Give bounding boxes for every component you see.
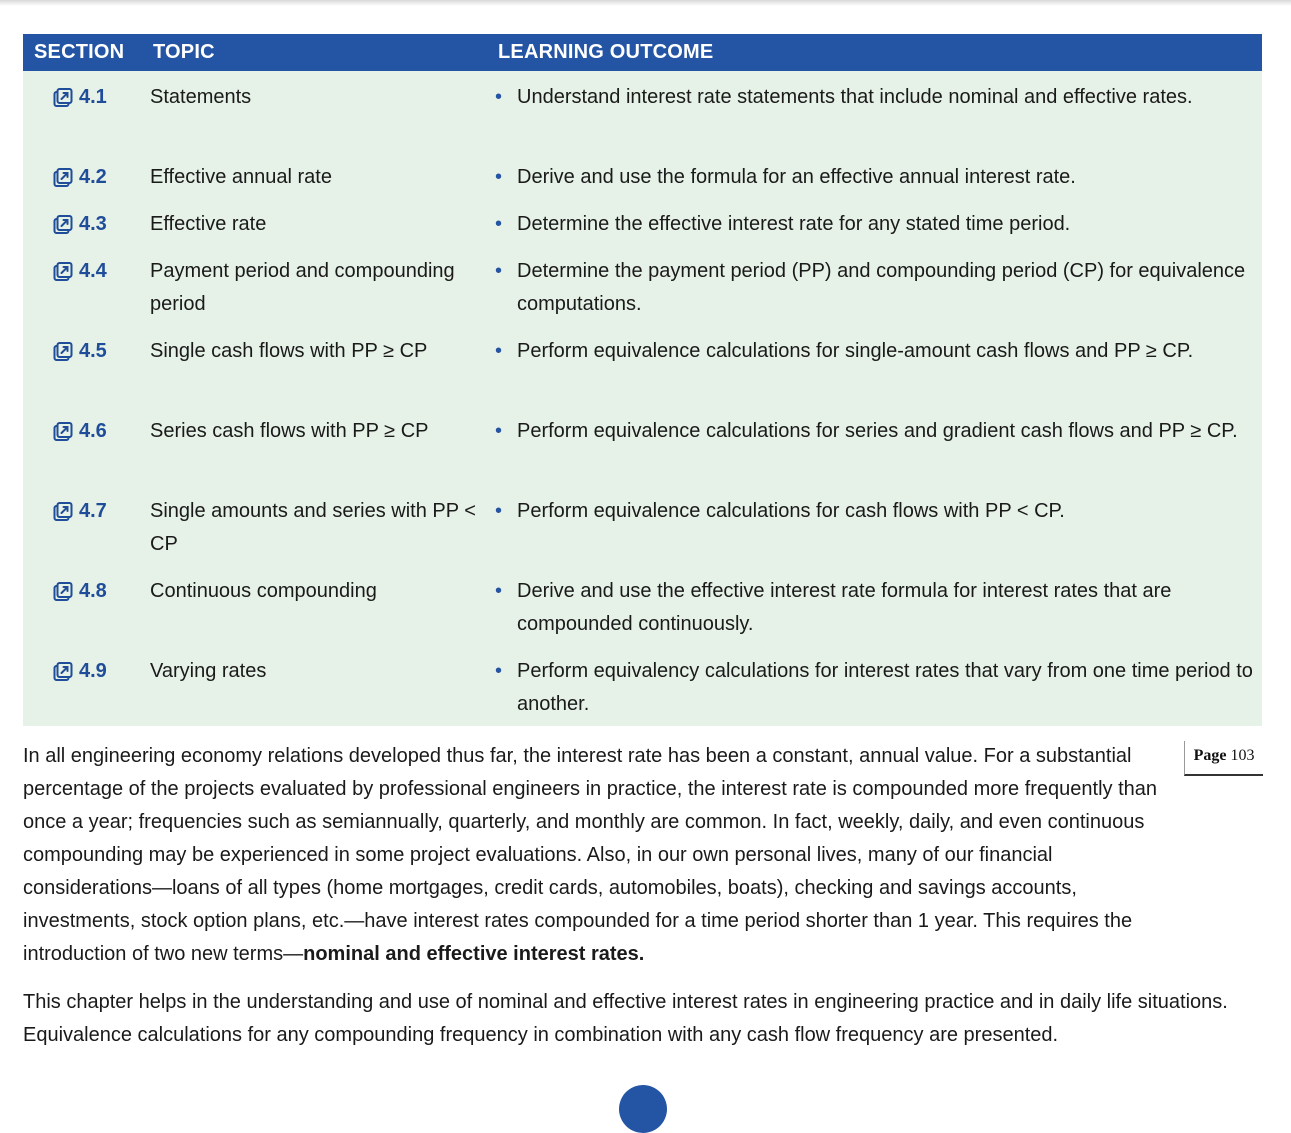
bullet-icon: • xyxy=(495,580,503,602)
topic-cell: Effective rate xyxy=(150,213,267,235)
external-link-icon[interactable] xyxy=(51,580,79,604)
external-link-icon[interactable] xyxy=(51,340,79,364)
external-link-icon[interactable] xyxy=(51,420,79,444)
section-number[interactable]: 4.8 xyxy=(79,580,107,602)
table-header xyxy=(23,34,1262,71)
section-number[interactable]: 4.4 xyxy=(79,260,107,282)
intro-paragraph xyxy=(23,740,1173,971)
learning-outcomes-table xyxy=(23,34,1262,726)
topic-cell: Continuous compounding xyxy=(150,580,377,602)
section-number[interactable]: 4.6 xyxy=(79,420,107,442)
learning-outcome-cell: Determine the payment period (PP) and compounding period (CP) for equivalence computations. xyxy=(517,260,1246,315)
bullet-icon: • xyxy=(495,500,503,522)
section-cell[interactable] xyxy=(51,161,151,194)
section-cell[interactable] xyxy=(51,415,151,448)
section-cell[interactable] xyxy=(51,335,151,368)
top-shadow xyxy=(0,0,1291,6)
topic-cell: Statements xyxy=(150,86,252,108)
bullet-icon: • xyxy=(495,166,503,188)
external-link-icon[interactable] xyxy=(51,166,79,190)
header-section: SECTION xyxy=(34,41,125,63)
external-link-icon[interactable] xyxy=(51,213,79,237)
learning-outcome-cell: Perform equivalence calculations for cash flows with PP < CP. xyxy=(517,500,1065,522)
section-number[interactable]: 4.1 xyxy=(79,86,107,108)
section-number[interactable]: 4.5 xyxy=(79,340,107,362)
learning-outcome-cell: Derive and use the effective interest rate formula for interest rates that are compounded continuously. xyxy=(517,580,1172,635)
page-marker-label: Page xyxy=(1193,747,1227,764)
topic-cell: Effective annual rate xyxy=(150,166,332,188)
topic-cell: Payment period and compounding period xyxy=(150,260,455,315)
section-cell[interactable] xyxy=(51,255,151,288)
topic-cell: Varying rates xyxy=(150,660,267,682)
learning-outcome-cell: Perform equivalence calculations for series and gradient cash flows and PP ≥ CP. xyxy=(517,420,1238,442)
section-cell[interactable] xyxy=(51,655,151,688)
learning-outcome-cell: Determine the effective interest rate for any stated time period. xyxy=(517,213,1071,235)
learning-outcome-cell: Derive and use the formula for an effective annual interest rate. xyxy=(517,166,1076,188)
bullet-icon: • xyxy=(495,660,503,682)
external-link-icon[interactable] xyxy=(51,500,79,524)
section-cell[interactable] xyxy=(51,208,151,241)
topic-cell: Single amounts and series with PP < CP xyxy=(150,500,476,555)
topic-cell: Series cash flows with PP ≥ CP xyxy=(150,420,429,442)
learning-outcome-cell: Perform equivalency calculations for interest rates that vary from one time period to another. xyxy=(517,660,1253,715)
page-marker xyxy=(1184,741,1263,776)
intro-paragraph-text: In all engineering economy relations developed thus far, the interest rate has been a constant, annual value. For a substantial percentage of the projects evaluated by professional engineers in practice, the interest rate is compounded more frequently than once a year; frequencies such as semiannually, quarterly, and monthly are common. In fact, weekly, daily, and even continuous compounding may be experienced in some project evaluations. Also, in our own personal lives, many of our financial considerations—loans of all types (home mortgages, credit cards, automobiles, boats), checking and savings accounts, investments, stock option plans, etc.—have interest rates compounded for a time period shorter than 1 year. This requires the introduction of two new terms— xyxy=(23,745,1158,965)
bullet-icon: • xyxy=(495,420,503,442)
bullet-icon: • xyxy=(495,86,503,108)
section-number[interactable]: 4.2 xyxy=(79,166,107,188)
intro-paragraph-bold-terms: nominal and effective interest rates. xyxy=(303,943,645,965)
external-link-icon[interactable] xyxy=(51,660,79,684)
section-cell[interactable] xyxy=(51,495,151,528)
bullet-icon: • xyxy=(495,340,503,362)
bullet-icon: • xyxy=(495,213,503,235)
section-number[interactable]: 4.3 xyxy=(79,213,107,235)
topic-cell: Single cash flows with PP ≥ CP xyxy=(150,340,428,362)
header-topic: TOPIC xyxy=(153,41,215,63)
section-number[interactable]: 4.7 xyxy=(79,500,107,522)
external-link-icon[interactable] xyxy=(51,260,79,284)
page-number: 103 xyxy=(1230,747,1255,764)
section-cell[interactable] xyxy=(51,81,151,114)
learning-outcome-cell: Perform equivalence calculations for single-amount cash flows and PP ≥ CP. xyxy=(517,340,1194,362)
external-link-icon[interactable] xyxy=(51,86,79,110)
section-cell[interactable] xyxy=(51,575,151,608)
scroll-nav-button[interactable] xyxy=(619,1085,667,1133)
chapter-summary-paragraph: This chapter helps in the understanding and use of nominal and effective interest rates in engineering practice and in daily life situations. Equivalence calculations for any compounding frequency in combination with any cash flow frequency are presented. xyxy=(23,991,1228,1046)
section-number[interactable]: 4.9 xyxy=(79,660,107,682)
header-learning-outcome: LEARNING OUTCOME xyxy=(498,41,714,63)
bullet-icon: • xyxy=(495,260,503,282)
learning-outcome-cell: Understand interest rate statements that include nominal and effective rates. xyxy=(517,86,1193,108)
